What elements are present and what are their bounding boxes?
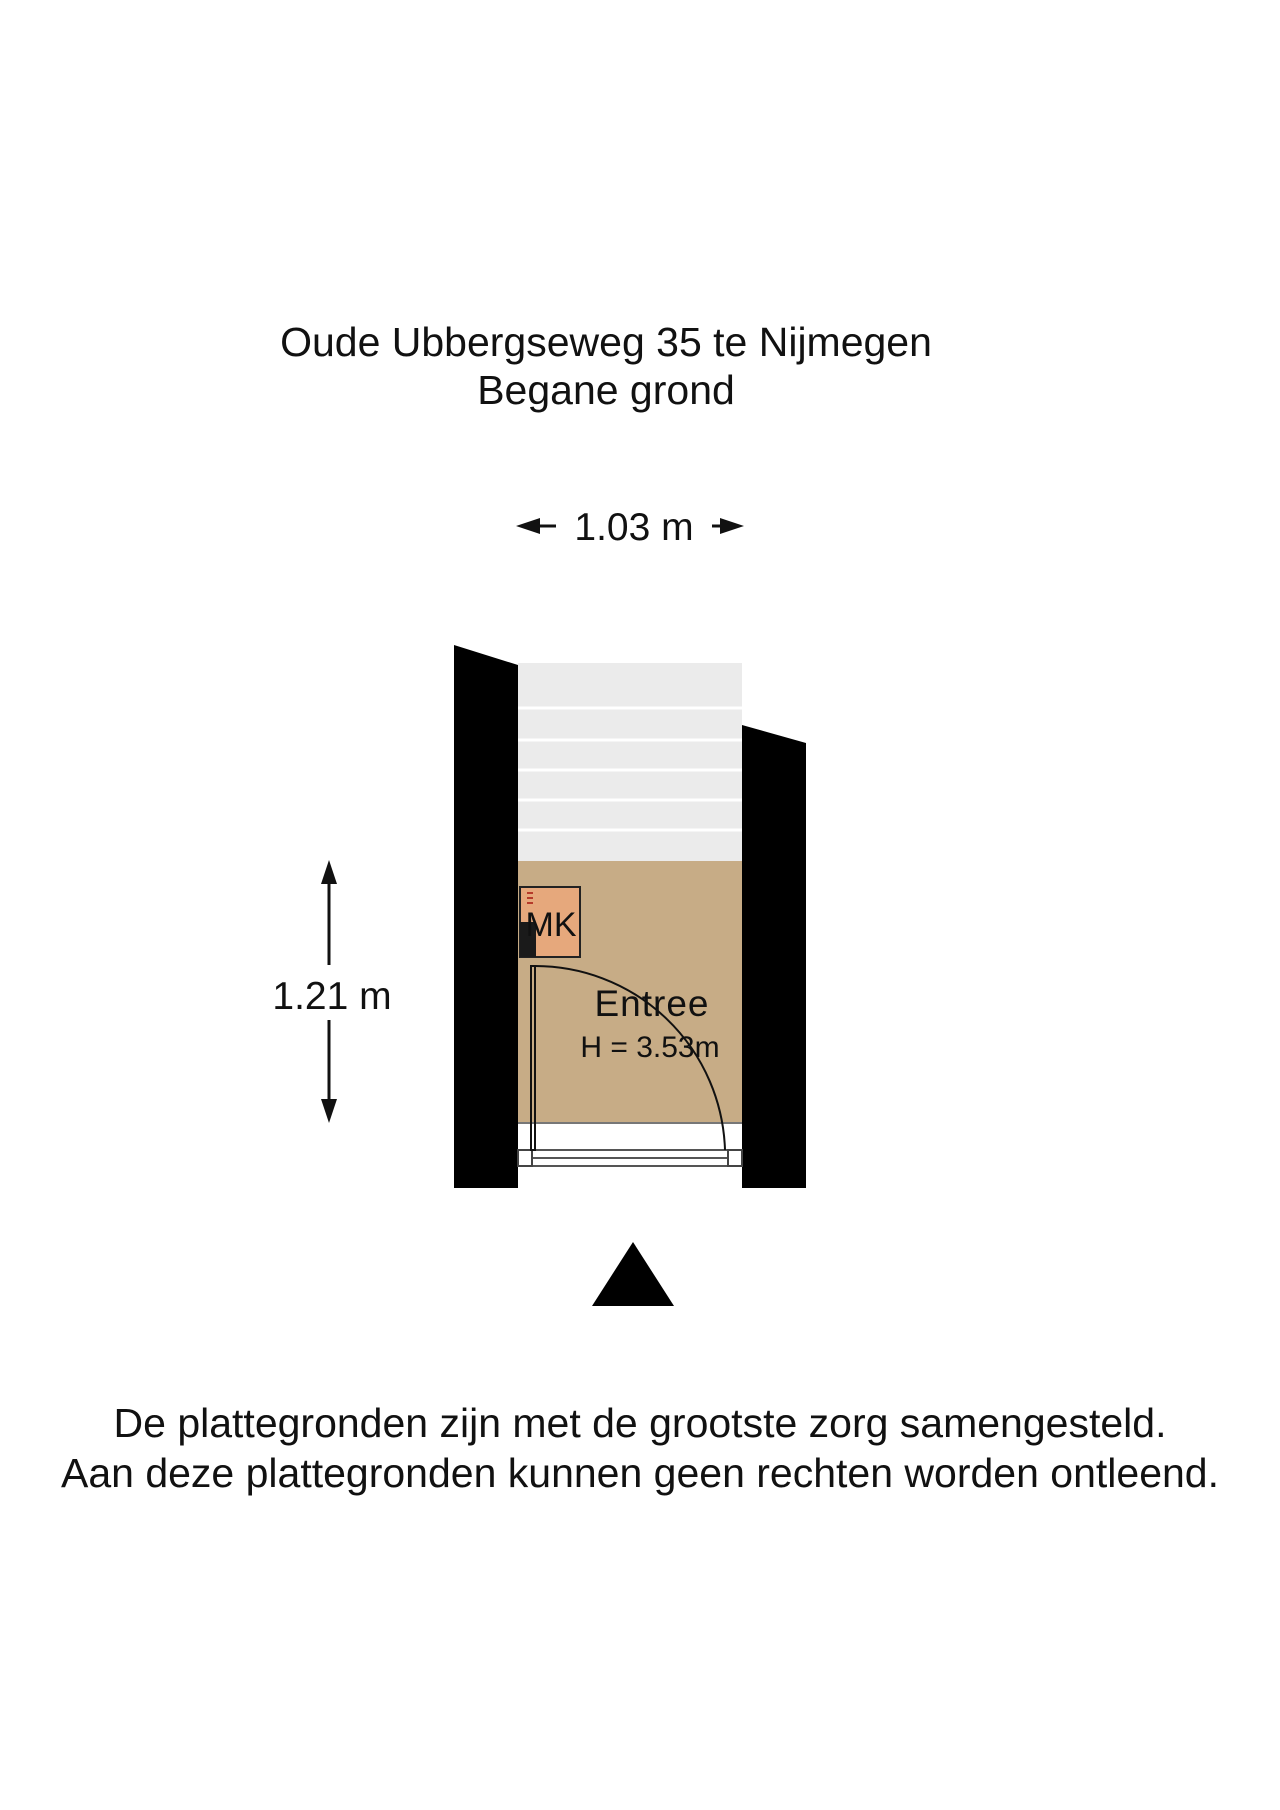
left-wall [454, 645, 518, 1188]
plan-title-address: Oude Ubbergseweg 35 te Nijmegen [280, 319, 932, 365]
staircase [518, 663, 742, 863]
room-height-entree: H = 3.53m [580, 1031, 720, 1064]
threshold [518, 1123, 742, 1188]
width-dimension-label: 1.03 m [574, 506, 694, 549]
room-name-entree: Entree [594, 983, 710, 1024]
entrance-arrow-icon [592, 1242, 674, 1306]
disclaimer-line-1: De plattegronden zijn met de grootste zorg samengesteld. [113, 1400, 1167, 1446]
right-wall [742, 725, 806, 1188]
plan-title-floor: Begane grond [477, 367, 735, 413]
disclaimer-line-2: Aan deze plattegronden kunnen geen rechten worden ontleend. [60, 1450, 1219, 1496]
width-dimension-arrows [516, 518, 744, 534]
depth-dimension-label: 1.21 m [272, 975, 392, 1018]
meter-cupboard [520, 887, 580, 957]
depth-dimension-arrows [321, 860, 337, 1123]
meter-cupboard-label: MK [525, 906, 577, 944]
